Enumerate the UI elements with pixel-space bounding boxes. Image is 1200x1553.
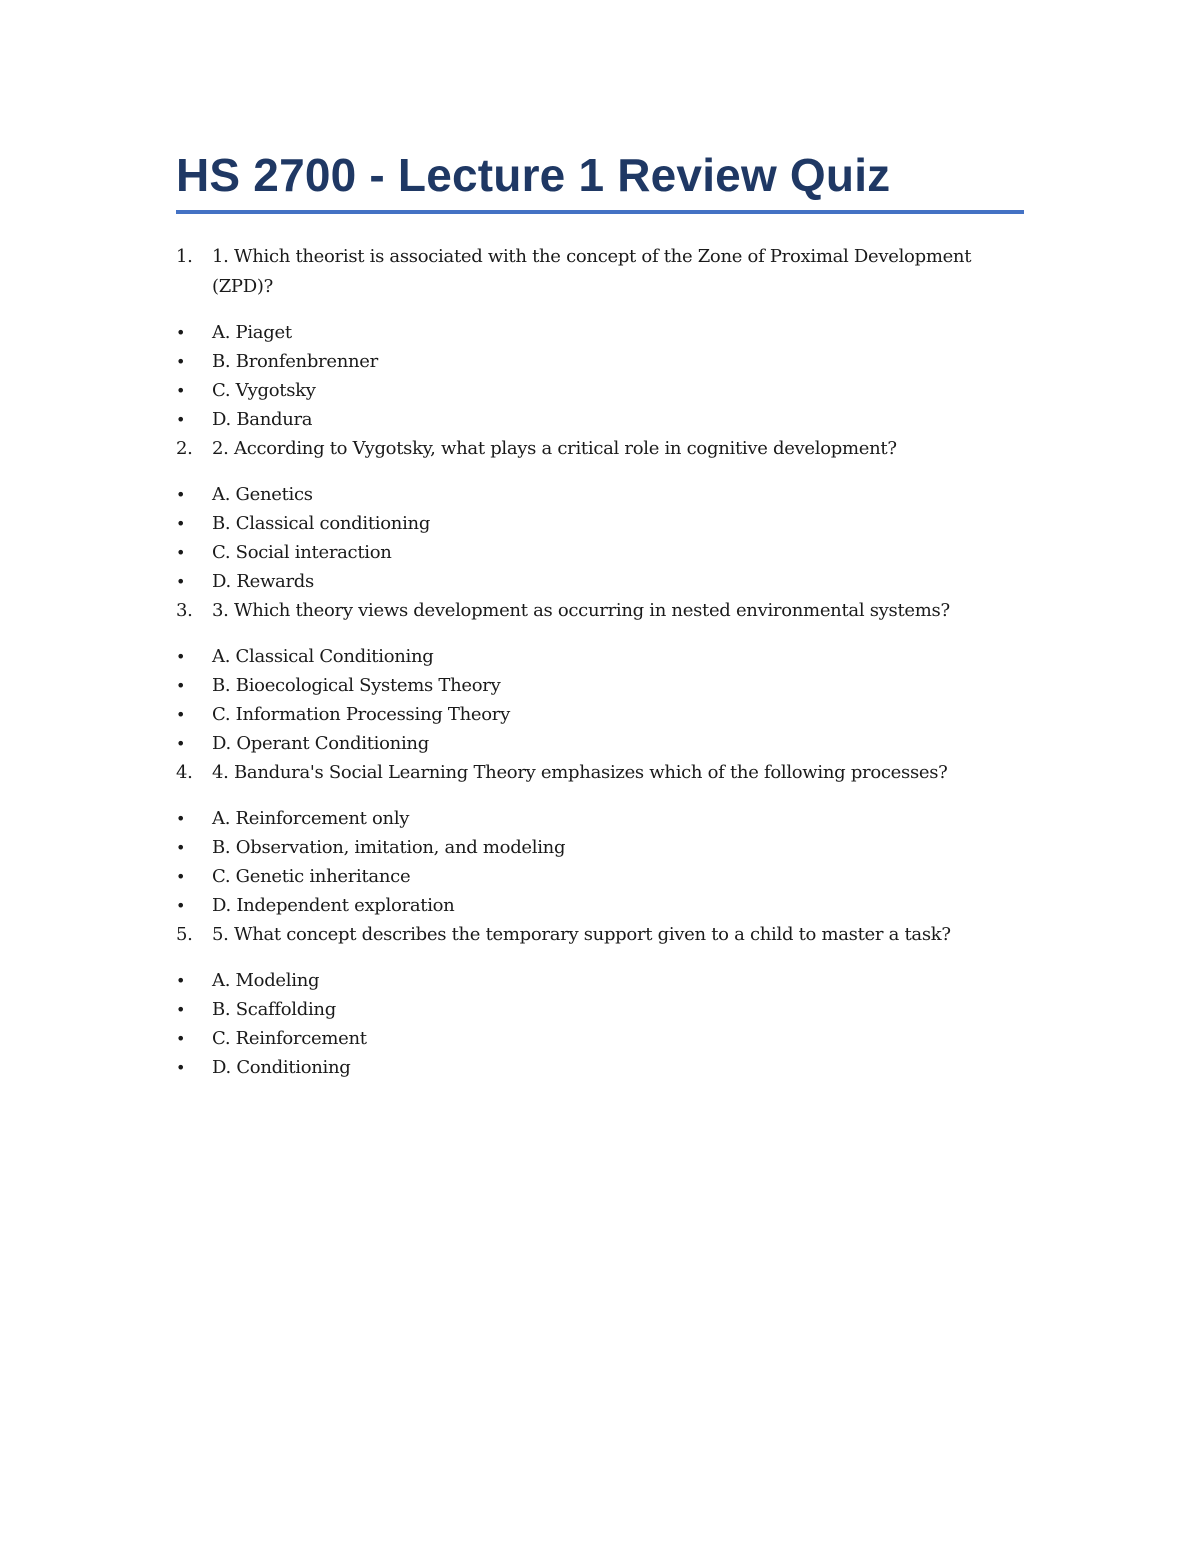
bullet-icon: • bbox=[176, 647, 186, 666]
option-text: C. Reinforcement bbox=[212, 1028, 367, 1049]
question-text: 1. Which theorist is associated with the concept of the Zone of Proximal Development (ZPD)? bbox=[212, 246, 972, 297]
answer-option bbox=[176, 671, 1024, 700]
answer-option bbox=[176, 729, 1024, 758]
question bbox=[176, 242, 1024, 302]
answer-option bbox=[176, 1024, 1024, 1053]
title-underline bbox=[176, 210, 1024, 214]
bullet-icon: • bbox=[176, 705, 186, 724]
bullet-icon: • bbox=[176, 896, 186, 915]
answer-option bbox=[176, 891, 1024, 920]
answer-option bbox=[176, 995, 1024, 1024]
answer-option bbox=[176, 804, 1024, 833]
bullet-icon: • bbox=[176, 1000, 186, 1019]
answer-options bbox=[176, 804, 1024, 920]
answer-option bbox=[176, 567, 1024, 596]
answer-option bbox=[176, 405, 1024, 434]
question-number: 1. bbox=[176, 246, 193, 267]
bullet-icon: • bbox=[176, 734, 186, 753]
bullet-icon: • bbox=[176, 352, 186, 371]
question-text: 3. Which theory views development as occurring in nested environmental systems? bbox=[212, 600, 950, 621]
answer-option bbox=[176, 642, 1024, 671]
option-text: A. Piaget bbox=[212, 322, 292, 343]
bullet-icon: • bbox=[176, 543, 186, 562]
answer-option bbox=[176, 538, 1024, 567]
quiz-list bbox=[176, 242, 1024, 1082]
question-block-4 bbox=[176, 758, 1024, 920]
bullet-icon: • bbox=[176, 485, 186, 504]
bullet-icon: • bbox=[176, 323, 186, 342]
option-text: C. Information Processing Theory bbox=[212, 704, 510, 725]
bullet-icon: • bbox=[176, 867, 186, 886]
page-title: HS 2700 - Lecture 1 Review Quiz bbox=[176, 149, 891, 201]
answer-option bbox=[176, 862, 1024, 891]
answer-options bbox=[176, 966, 1024, 1082]
option-text: C. Genetic inheritance bbox=[212, 866, 411, 887]
option-text: D. Bandura bbox=[212, 409, 313, 430]
answer-option bbox=[176, 966, 1024, 995]
question bbox=[176, 596, 1024, 626]
question-block-2 bbox=[176, 434, 1024, 596]
bullet-icon: • bbox=[176, 572, 186, 591]
bullet-icon: • bbox=[176, 381, 186, 400]
bullet-icon: • bbox=[176, 809, 186, 828]
option-text: B. Bronfenbrenner bbox=[212, 351, 378, 372]
question-text: 5. What concept describes the temporary support given to a child to master a task? bbox=[212, 924, 951, 945]
bullet-icon: • bbox=[176, 1029, 186, 1048]
question-number: 2. bbox=[176, 438, 193, 459]
option-text: D. Independent exploration bbox=[212, 895, 455, 916]
option-text: C. Vygotsky bbox=[212, 380, 316, 401]
option-text: B. Classical conditioning bbox=[212, 513, 431, 534]
option-text: A. Reinforcement only bbox=[212, 808, 410, 829]
question-number: 3. bbox=[176, 600, 193, 621]
question bbox=[176, 434, 1024, 464]
answer-options bbox=[176, 480, 1024, 596]
question-block-1 bbox=[176, 242, 1024, 434]
answer-options bbox=[176, 318, 1024, 434]
question-number: 5. bbox=[176, 924, 193, 945]
answer-option bbox=[176, 376, 1024, 405]
option-text: C. Social interaction bbox=[212, 542, 392, 563]
bullet-icon: • bbox=[176, 676, 186, 695]
option-text: D. Rewards bbox=[212, 571, 314, 592]
answer-option bbox=[176, 318, 1024, 347]
option-text: A. Genetics bbox=[212, 484, 313, 505]
question-number: 4. bbox=[176, 762, 193, 783]
option-text: D. Conditioning bbox=[212, 1057, 351, 1078]
answer-option bbox=[176, 833, 1024, 862]
bullet-icon: • bbox=[176, 971, 186, 990]
bullet-icon: • bbox=[176, 838, 186, 857]
bullet-icon: • bbox=[176, 1058, 186, 1077]
option-text: D. Operant Conditioning bbox=[212, 733, 429, 754]
question bbox=[176, 920, 1024, 950]
question-text: 4. Bandura's Social Learning Theory emphasizes which of the following processes? bbox=[212, 762, 948, 783]
option-text: B. Bioecological Systems Theory bbox=[212, 675, 501, 696]
answer-option bbox=[176, 700, 1024, 729]
question bbox=[176, 758, 1024, 788]
answer-option bbox=[176, 1053, 1024, 1082]
option-text: A. Modeling bbox=[212, 970, 320, 991]
question-text: 2. According to Vygotsky, what plays a critical role in cognitive development? bbox=[212, 438, 897, 459]
question-block-3 bbox=[176, 596, 1024, 758]
answer-option bbox=[176, 347, 1024, 376]
bullet-icon: • bbox=[176, 514, 186, 533]
option-text: B. Observation, imitation, and modeling bbox=[212, 837, 566, 858]
bullet-icon: • bbox=[176, 410, 186, 429]
question-block-5 bbox=[176, 920, 1024, 1082]
option-text: B. Scaffolding bbox=[212, 999, 336, 1020]
answer-option bbox=[176, 480, 1024, 509]
option-text: A. Classical Conditioning bbox=[212, 646, 434, 667]
document-page bbox=[176, 140, 1024, 1082]
answer-options bbox=[176, 642, 1024, 758]
answer-option bbox=[176, 509, 1024, 538]
